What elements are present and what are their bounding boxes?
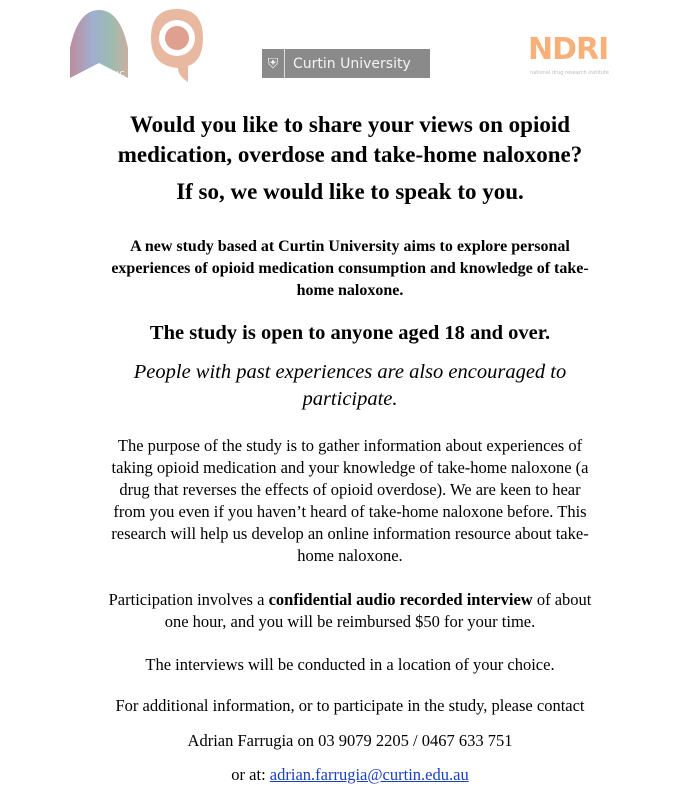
or-label: or at: — [231, 765, 270, 784]
crest-icon: ⛨ — [262, 49, 285, 78]
email-link[interactable]: adrian.farrugia@curtin.edu.au — [269, 765, 469, 784]
contact-line: For additional information, or to participate in the study, please contact — [115, 696, 585, 715]
encourage-line: People with past experiences are also encouraged to — [133, 361, 567, 383]
intro-line: home naloxone. — [296, 282, 404, 299]
purpose-line: taking opioid medication and your knowledge of take-home naloxone (a — [111, 458, 589, 477]
purpose — [0, 435, 700, 567]
encouragement — [0, 359, 700, 413]
subheadline: If so, we would like to speak to you. — [176, 179, 524, 204]
location: The interviews will be conducted in a location of your choice. — [145, 655, 555, 674]
ndri-logo: NDRI — [528, 32, 609, 67]
encourage-line: participate. — [302, 388, 398, 410]
participation-text: of about — [532, 590, 592, 609]
contact-email-line — [0, 764, 700, 786]
intro-line: A new study based at Curtin University aims to explore personal — [130, 238, 570, 255]
headline — [0, 110, 700, 170]
curtin-logo — [262, 49, 430, 78]
ssac-logo — [68, 8, 130, 80]
purpose-line: research will help us develop an online information resource about take- — [111, 524, 589, 543]
participation-text: Participation involves a — [108, 590, 269, 609]
participation-line: one hour, and you will be reimbursed $50 for your time. — [164, 612, 536, 631]
lifebuoy-logo — [148, 6, 206, 84]
intro-line: experiences of opioid medication consumption and knowledge of take- — [111, 260, 589, 277]
purpose-line: home naloxone. — [297, 546, 403, 565]
svg-text:SSAC: SSAC — [106, 70, 125, 78]
participation — [0, 589, 700, 633]
purpose-line: drug that reverses the effects of opioid overdose). We are keen to hear — [119, 480, 581, 499]
contact-phone: Adrian Farrugia on 03 9079 2205 / 0467 633 751 — [187, 731, 513, 750]
purpose-line: The purpose of the study is to gather information about experiences of — [117, 436, 583, 455]
purpose-line: from you even if you haven’t heard of take-home naloxone before. This — [113, 502, 587, 521]
curtin-logo-text: Curtin University — [293, 55, 411, 72]
ndri-subtitle: national drug research institute — [530, 70, 609, 76]
participation-bold: confidential audio recorded interview — [268, 590, 533, 609]
headline-line: medication, overdose and take-home naloxone? — [117, 142, 583, 167]
headline-line: Would you like to share your views on opioid — [129, 112, 571, 137]
eligibility: The study is open to anyone aged 18 and over. — [149, 322, 551, 344]
intro — [0, 236, 700, 302]
